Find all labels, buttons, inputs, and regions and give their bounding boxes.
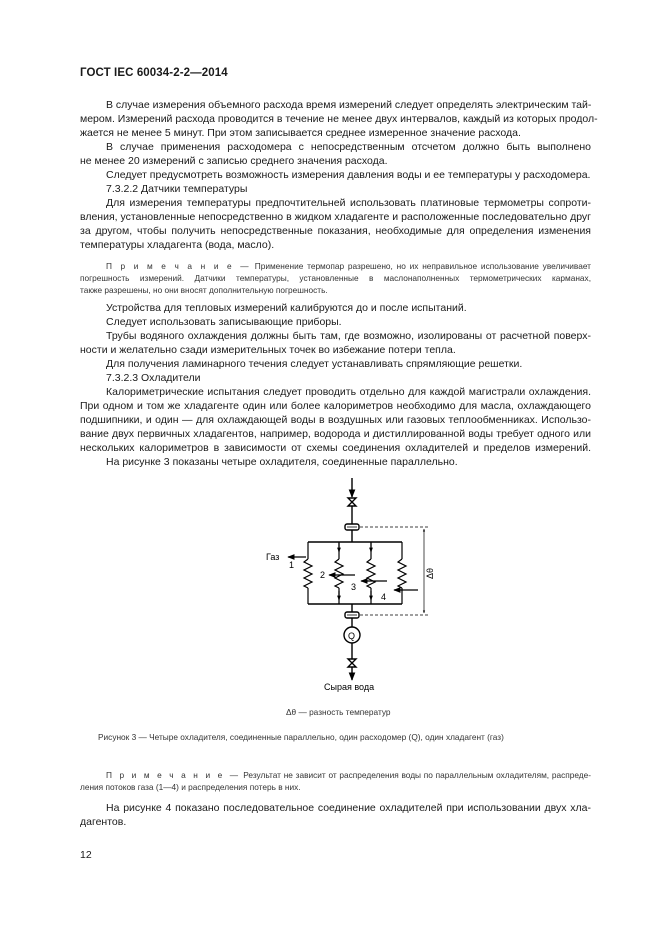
para-b-line: Калориметрические испытания следует проводить отдельно для каждой магистрали охлаждения. xyxy=(106,386,591,398)
note-2-label: П р и м е ч а н и е — xyxy=(106,770,241,780)
figure-legend: Δθ — разность температур xyxy=(286,707,391,717)
outlet-valve-icon xyxy=(348,659,356,667)
outlet-thermometer-icon xyxy=(345,612,359,618)
cooler-number-3: 3 xyxy=(351,582,357,592)
cooler-branch-1 xyxy=(304,542,312,604)
note-2-text: Результат не зависит от распределения воды по параллельным охладителям, распреде- xyxy=(243,770,591,780)
para-c-line: дагентов. xyxy=(80,816,127,828)
para-b-line: нескольких калориметров в зависимости от схемы соединения охладителей и пределов измерений. xyxy=(80,442,591,454)
para-b-line: Для получения ламинарного течения следует устанавливать спрямляющие решетки. xyxy=(106,358,523,370)
page-number: 12 xyxy=(80,849,92,861)
note-1-label: П р и м е ч а н и е — xyxy=(106,261,251,271)
para-b-line: При одном и том же хладагенте один или более калориметров необходимо для масла, охлаждающего xyxy=(80,400,591,412)
para-b-line: На рисунке 3 показаны четыре охладителя, соединенные параллельно. xyxy=(106,456,458,468)
para-b-line: Трубы водяного охлаждения должны быть там, где возможно, изолированы от расчетной поверх- xyxy=(106,330,591,342)
gas-label: Газ xyxy=(266,552,280,562)
para-b-line: Устройства для тепловых измерений калибруются до и после испытаний. xyxy=(106,302,467,314)
para-a-line: В случае измерения объемного расхода время измерений следует определять электрическим тай- xyxy=(106,99,592,111)
raw-water-label: Сырая вода xyxy=(324,682,375,692)
para-a-line: Следует предусмотреть возможность измерения давления воды и ее температуры у расходомера. xyxy=(106,169,591,181)
para-b-line: ности и желательно сзади измерительных точек во избежание потери тепла. xyxy=(80,344,456,356)
section-heading-7-3-2-3: 7.3.2.3 Охладители xyxy=(106,372,201,384)
flowmeter-symbol: Q xyxy=(348,631,356,641)
note-1-line: погрешность измерений. Датчики температуры, установленные в маслонаполненных термометрических карманах, xyxy=(80,273,591,283)
document-header: ГОСТ IEC 60034-2-2—2014 xyxy=(80,67,228,79)
para-a-line: жается не менее 5 минут. При этом записывается среднее измеренное значение расхода. xyxy=(80,127,521,139)
para-a-line: В случае применения расходомера с непосредственным отсчетом должно быть выполнено xyxy=(106,141,591,153)
cooler-number-2: 2 xyxy=(320,570,326,580)
para-a-line: Для измерения температуры предпочтительней использовать платиновые термометры сопроти- xyxy=(106,197,591,209)
cooler-branch-4 xyxy=(398,542,406,604)
inlet-thermometer-icon xyxy=(345,524,359,530)
para-b-line: подшипники, и один — для охлаждающей воды в воздушных или газовых теплообменниках. Использо- xyxy=(80,414,591,426)
para-a-line: за другом, чтобы получить непосредственные показания, необходимые для определения изменения xyxy=(80,225,591,237)
delta-theta-label: Δθ xyxy=(425,567,435,579)
note-1-line: также разрешены, но они вносят дополнительную погрешность. xyxy=(80,285,328,295)
cooler-number-1: 1 xyxy=(289,560,295,570)
para-a-line: температуры хладагента (вода, масло). xyxy=(80,239,275,251)
figure-caption: Рисунок 3 — Четыре охладителя, соединенные параллельно, один расходомер (Q), один хладагент (газ) xyxy=(98,732,504,742)
para-b-line: Следует использовать записывающие приборы. xyxy=(106,316,342,328)
note-2-line xyxy=(106,769,591,781)
section-heading-7-3-2-2: 7.3.2.2 Датчики температуры xyxy=(106,183,248,195)
para-c-line: На рисунке 4 показано последовательное соединение охладителей при использовании двух хла- xyxy=(106,802,591,814)
para-a-line: вления, установленные непосредственно в жидком хладагенте и расположенные последовательно друг xyxy=(80,211,591,223)
cooler-number-4: 4 xyxy=(381,592,387,602)
para-b-line: вание двух первичных хладагентов, например, водорода и дистиллированной воды требует одного или xyxy=(80,428,591,440)
inlet-valve-icon xyxy=(348,498,356,506)
para-a-line: не менее 20 измерений с записью среднего значения расхода. xyxy=(80,155,388,167)
note-1-text: Применение термопар разрешено, но их неправильное использование увеличивает xyxy=(254,261,591,271)
note-2-line: ления потоков газа (1—4) и распределения потерь в них. xyxy=(80,782,301,792)
para-a-line: мером. Измерений расхода проводится в течение не менее двух интервалов, каждый из которых продол- xyxy=(80,113,598,125)
